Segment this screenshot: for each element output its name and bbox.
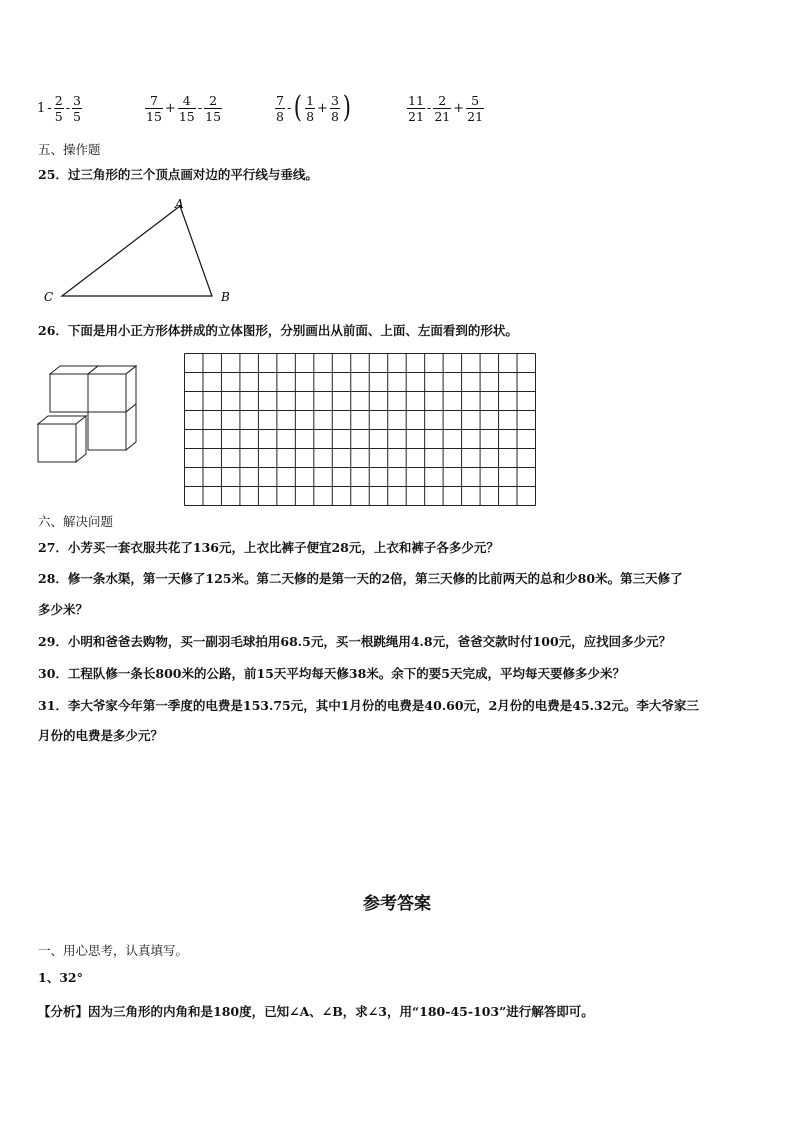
fraction: $\frac{2}{5}$ — [54, 92, 63, 124]
expr2-op2: - — [197, 100, 203, 116]
question-27: 27．小芳买一套衣服共花了136元，上衣比裤子便宜28元，上衣和裤子各多少元？ — [38, 540, 499, 555]
section-6-heading: 六、解决问题 — [38, 514, 114, 529]
vertex-label-c: C — [44, 290, 54, 304]
question-25: 25．过三角形的三个顶点画对边的平行线与垂线。 — [38, 167, 318, 182]
expr3-minus: - — [286, 100, 292, 116]
expression-2 — [144, 88, 223, 128]
question-29: 29．小明和爸爸去购物，买一副羽毛球拍用68.5元，买一根跳绳用4.8元，爸爸交款时付100元，应找回多少元？ — [38, 634, 672, 649]
question-28-line2: 多少米？ — [38, 602, 89, 617]
expr1-lead: 1 — [37, 100, 46, 116]
section-5-heading: 五、操作题 — [38, 142, 101, 157]
triangle-figure — [30, 192, 250, 312]
answers-section-1-heading: 一、用心思考，认真填写。 — [38, 943, 189, 958]
expr1-op2: - — [65, 100, 71, 116]
left-paren-icon: ( — [294, 90, 303, 125]
expr3-inner-op: + — [317, 100, 328, 116]
question-31-line1: 31．李大爷家今年第一季度的电费是153.75元，其中1月份的电费是40.60元，2月份的电费是45.32元。李大爷家三 — [38, 698, 699, 713]
question-26: 26．下面是用小正方形体拼成的立体图形，分别画出从前面、上面、左面看到的形状。 — [38, 323, 518, 338]
fraction: $\frac{3}{8}$ — [330, 92, 339, 124]
drawing-grid[interactable] — [184, 353, 536, 506]
fraction: $\frac{2}{15}$ — [205, 92, 222, 124]
expr4-op2: + — [453, 100, 465, 116]
vertex-label-b: B — [221, 290, 230, 304]
fraction: $\frac{1}{8}$ — [306, 92, 315, 124]
vertex-label-a: A — [175, 197, 184, 211]
fraction: $\frac{7}{8}$ — [276, 92, 284, 124]
question-31-line2: 月份的电费是多少元？ — [38, 728, 164, 743]
expr2-op1: + — [164, 100, 176, 116]
fraction: $\frac{11}{21}$ — [408, 92, 424, 124]
expression-1 — [36, 88, 83, 128]
fraction: $\frac{2}{21}$ — [434, 92, 451, 124]
expression-3 — [274, 88, 353, 128]
answer-1: 1、32° — [38, 970, 83, 985]
question-30: 30．工程队修一条长800米的公路，前15天平均每天修38米。余下的要5天完成，平均每天要修多少米？ — [38, 666, 625, 681]
fraction: $\frac{5}{21}$ — [467, 92, 484, 124]
fraction: $\frac{3}{5}$ — [73, 92, 81, 124]
answer-1-analysis: 【分析】因为三角形的内角和是180度，已知∠A、∠B，求∠3，用“180-45-103”进行解答即可。 — [38, 1004, 594, 1019]
expr1-op1: - — [47, 100, 52, 116]
cube-stack-figure — [36, 364, 146, 464]
question-28-line1: 28．修一条水渠，第一天修了125米。第二天修的是第一天的2倍，第三天修的比前两天的总和少80米。第三天修了 — [38, 571, 683, 586]
expression-4 — [406, 88, 485, 128]
right-paren-icon: ) — [342, 90, 351, 125]
fraction: $\frac{7}{15}$ — [146, 92, 162, 124]
expr4-op1: - — [426, 100, 432, 116]
answers-title: 参考答案 — [363, 894, 431, 914]
fraction: $\frac{4}{15}$ — [178, 92, 195, 124]
